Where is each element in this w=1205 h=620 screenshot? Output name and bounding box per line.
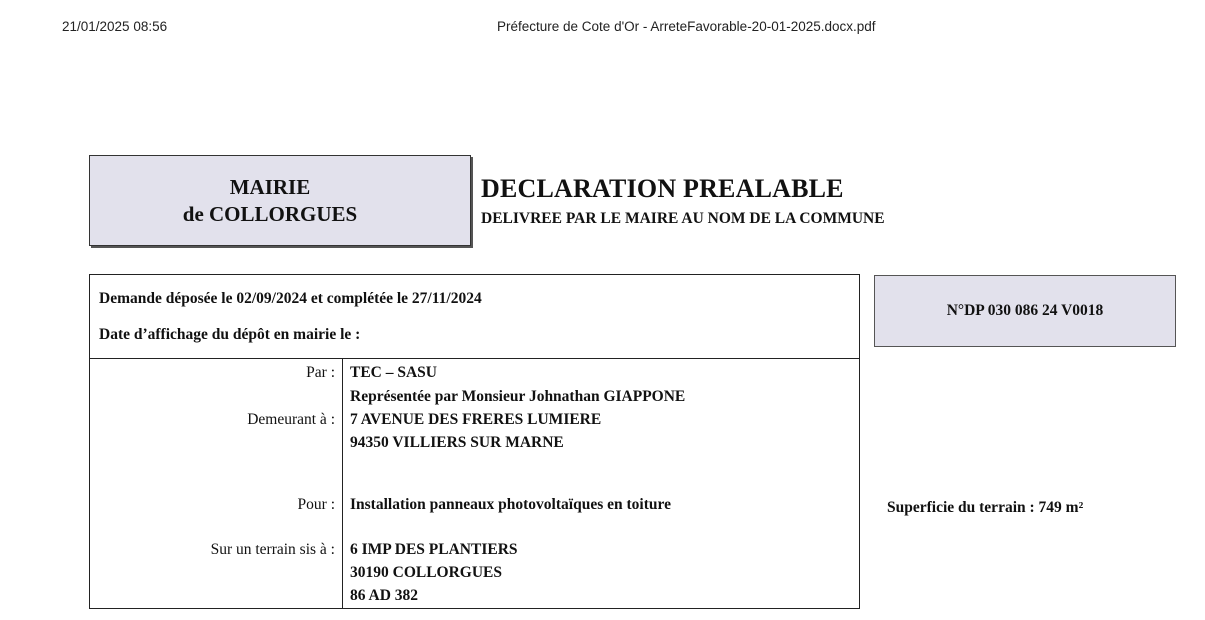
declaration-title: DECLARATION PREALABLE (481, 174, 844, 203)
superficie-terrain: Superficie du terrain : 749 m² (887, 499, 1084, 516)
declaration-subtitle: DELIVREE PAR LE MAIRE AU NOM DE LA COMMUNE (481, 210, 885, 227)
mairie-box (89, 155, 471, 246)
date-affichage-text: Date d’affichage du dépôt en mairie le : (99, 326, 361, 343)
dossier-table (89, 274, 860, 609)
demande-row (90, 275, 859, 359)
pour-value: Installation panneaux photovoltaïques en toiture (350, 496, 671, 513)
adresse-line2: 94350 VILLIERS SUR MARNE (350, 434, 564, 451)
terrain-line3: 86 AD 382 (350, 587, 419, 604)
terrain-line1: 6 IMP DES PLANTIERS (350, 541, 518, 558)
demande-deposee-text: Demande déposée le 02/09/2024 et complétée le 27/11/2024 (99, 290, 482, 307)
mairie-label: MAIRIE (229, 175, 311, 199)
par-label: Par : (306, 364, 335, 381)
representee-value: Représentée par Monsieur Johnathan GIAPPONE (350, 388, 686, 405)
demeurant-label: Demeurant à : (247, 411, 335, 428)
dp-number: N°DP 030 086 24 V0018 (946, 302, 1104, 319)
column-divider (342, 359, 343, 608)
par-value: TEC – SASU (350, 364, 437, 381)
print-document-title: Préfecture de Cote d'Or - ArreteFavorable-20-01-2025.docx.pdf (497, 19, 876, 34)
print-datetime: 21/01/2025 08:56 (62, 19, 168, 34)
commune-name: de COLLORGUES (182, 202, 358, 226)
adresse-line1: 7 AVENUE DES FRERES LUMIERE (350, 411, 602, 428)
terrain-label: Sur un terrain sis à : (210, 541, 335, 558)
dp-number-box (874, 275, 1176, 347)
terrain-line2: 30190 COLLORGUES (350, 564, 503, 581)
pour-label: Pour : (297, 496, 335, 513)
